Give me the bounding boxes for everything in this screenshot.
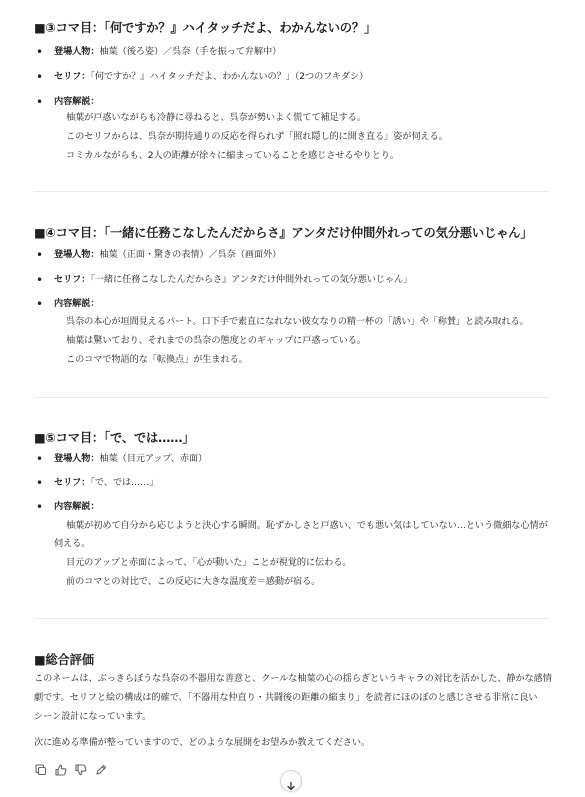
explanation-line: 呉奈の本心が垣間見えるパート。口下手で素直になれない彼女なりの精一杯の「誘い」や「称賛」と読み取れる。 <box>66 316 529 327</box>
summary-line: このネームは、ぶっきらぼうな呉奈の不器用な善意と、クールな柚葉の心の揺らぎというキャラの対比を活かした、静かな感情 <box>34 673 552 684</box>
explanation-line: 柚葉は驚いており、それまでの呉奈の態度とのギャップに戸惑っている。 <box>66 335 366 346</box>
explanation-line: 柚葉が初めて自分から応じようと決心する瞬間。恥ずかしさと戸惑い、でも悪い気はしていない…という微細な心情が <box>66 520 548 531</box>
thumbs-down-icon[interactable] <box>74 762 88 776</box>
explanation-line: 前のコマとの対比で、この反応に大きな温度差＝感動が宿る。 <box>66 576 321 587</box>
edit-icon[interactable] <box>94 762 108 776</box>
explanation-line: このコマで物語的な「転換点」が生まれる。 <box>66 354 248 365</box>
explanation-line: 柚葉が戸惑いながらも冷静に尋ねると、呉奈が勢いよく慌てて補足する。 <box>66 112 366 123</box>
value: 「何ですか？』ハイタッチだよ、わかんないの？」（2つのフキダシ） <box>90 71 369 82</box>
value: 柚葉（後ろ姿）／呉奈（手を振って弁解中） <box>99 46 282 57</box>
section-panel-4: ■④コマ目：「一緒に任務こなしたんだからさ』アンタだけ仲間外れっての気分悪いじゃん」 • 登場人物：柚葉（正面・驚きの表情）／呉奈（画面外） • セリフ：「一緒に任務こなしたんだからさ』アンタだけ仲間外れっての気分悪いじゃん」 • 内容解説： 呉奈の本心が垣間見えるパート。口下手で素直になれない彼女なりの精一杯の「誘い」や「称賛」と読み取れる。 柚葉は驚いており、それまでの呉奈の態度とのギャップに戸惑っている。 このコマで物語的な「転換点」が生まれる。 <box>34 220 549 380</box>
value: 「一緒に任務こなしたんだからさ』アンタだけ仲間外れっての気分悪いじゃん」 <box>90 274 413 285</box>
summary-section <box>34 648 552 758</box>
label: 内容解説： <box>54 501 100 512</box>
label: セリフ： <box>54 274 91 285</box>
explanation-line: このセリフからは、呉奈が期待通りの反応を得られず「照れ隠し的に開き直る」姿が伺える。 <box>66 131 448 142</box>
label: 登場人物： <box>54 249 100 260</box>
label: セリフ： <box>54 477 91 488</box>
section-title: ■③コマ目：「何ですか？』ハイタッチだよ、わかんないの？」 <box>34 21 377 35</box>
summary-line: 劇です。セリフと絵の構成は的確で、「不器用な仲直り・共闘後の距離の縮まり」を読者にほのぼのと感じさせる非常に良い <box>34 692 538 703</box>
section-panel-3: ■③コマ目：「何ですか？』ハイタッチだよ、わかんないの？」 • 登場人物：柚葉（後ろ姿）／呉奈（手を振って弁解中） • セリフ：「何ですか？』ハイタッチだよ、わかんないの？」（2つのフキダシ） • 内容解説： 柚葉が戸惑いながらも冷静に尋ねると、呉奈が勢いよく慌てて補足する。 このセリフからは、呉奈が期待通りの反応を得られず「照れ隠し的に開き直る」姿が伺える。 コミカルながらも、2人の距離が徐々に縮まっていることを感じさせるやりとり。 <box>34 14 549 174</box>
label: 登場人物： <box>54 453 100 464</box>
label: 登場人物： <box>54 46 100 57</box>
message-actions <box>34 762 108 776</box>
divider <box>34 397 549 398</box>
summary-line: シーン設計になっています。 <box>34 711 152 722</box>
arrow-down-icon <box>286 776 296 786</box>
section-title: ■総合評価 <box>34 653 94 667</box>
value: 柚葉（目元アップ、赤面） <box>99 453 208 464</box>
explanation-line: 目元のアップと赤面によって、「心が動いた」ことが視覚的に伝わる。 <box>66 557 352 568</box>
copy-icon[interactable] <box>34 762 48 776</box>
explanation-line: 伺える。 <box>54 538 91 549</box>
thumbs-up-icon[interactable] <box>54 762 68 776</box>
scroll-to-bottom-button[interactable] <box>280 770 302 792</box>
section-title: ■⑤コマ目：「で、では……」 <box>34 431 195 445</box>
divider <box>34 191 549 192</box>
explanation-line: コミカルながらも、2人の距離が徐々に縮まっていることを感じさせるやりとり。 <box>66 150 399 161</box>
divider <box>34 618 549 619</box>
section-title: ■④コマ目：「一緒に任務こなしたんだからさ』アンタだけ仲間外れっての気分悪いじゃん」 <box>34 226 533 240</box>
value: 「で、では……」 <box>90 477 159 488</box>
label: 内容解説： <box>54 96 100 107</box>
label: 内容解説： <box>54 298 100 309</box>
label: セリフ： <box>54 71 91 82</box>
section-panel-5: ■⑤コマ目：「で、では……」 • 登場人物：柚葉（目元アップ、赤面） • セリフ：「で、では……」 • 内容解説： 柚葉が初めて自分から応じようと決心する瞬間。恥ずかしさと戸惑い、でも悪い気はしていない…という微細な心情が 伺える。 目元のアップと赤面によって、「心が動いた」ことが視覚的に伝わる。 前のコマとの対比で、この反応に大きな温度差＝感動が宿る。 <box>34 425 549 600</box>
value: 柚葉（正面・驚きの表情）／呉奈（画面外） <box>99 249 282 260</box>
summary-closing-line: 次に進める準備が整っていますので、どのような展開をお望みか教えてください。 <box>34 737 371 748</box>
